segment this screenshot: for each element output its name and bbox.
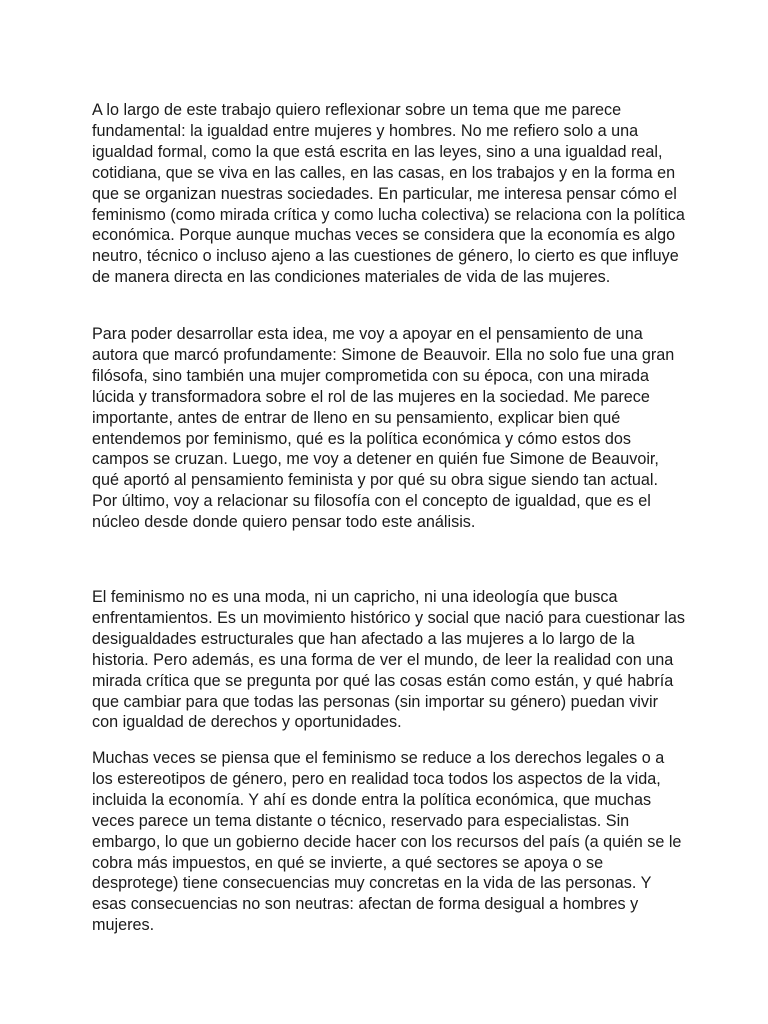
- paragraph-beauvoir-plan: Para poder desarrollar esta idea, me voy a apoyar en el pensamiento de una autora que marcó profundamente: Simone de Beauvoir. Ella no solo fue una gran filósofa, sino también una mujer comprometida con su época, con una mirada lúcida y transformadora sobre el rol de las mujeres en la sociedad. Me parece importante, antes de entrar de lleno en su pensamiento, explicar bien qué entendemos por feminismo, qué es la política económica y cómo estos dos campos se cruzan. Luego, me voy a detener en quién fue Simone de Beauvoir, qué aportó al pensamiento feminista y por qué su obra sigue siendo tan actual. Por último, voy a relacionar su filosofía con el concepto de igualdad, que es el núcleo desde donde quiero pensar todo este análisis.: [92, 325, 675, 532]
- paragraph-feminism-definition: El feminismo no es una moda, ni un capricho, ni una ideología que busca enfrentamientos. Es un movimiento histórico y social que nació para cuestionar las desigualdades estructurales que han afectado a las mujeres a lo largo de la historia. Pero además, es una forma de ver el mundo, de leer la realidad con una mirada crítica que se pregunta por qué las cosas están como están, y qué habría que cambiar para que todas las personas (sin importar su género) puedan vivir con igualdad de derechos y oportunidades.: [92, 588, 685, 732]
- paragraph-introduction: A lo largo de este trabajo quiero reflexionar sobre un tema que me parece fundamental: la igualdad entre mujeres y hombres. No me refiero solo a una igualdad formal, como la que está escrita en las leyes, sino a una igualdad real, cotidiana, que se viva en las calles, en las casas, en los trabajos y en la forma en que se organizan nuestras sociedades. En particular, me interesa pensar cómo el feminismo (como mirada crítica y como lucha colectiva) se relaciona con la política económica. Porque aunque muchas veces se considera que la economía es algo neutro, técnico o incluso ajeno a las cuestiones de género, lo cierto es que influye de manera directa en las condiciones materiales de vida de las mujeres.: [92, 101, 685, 287]
- paragraph-economic-policy: Muchas veces se piensa que el feminismo se reduce a los derechos legales o a los estereotipos de género, pero en realidad toca todos los aspectos de la vida, incluida la economía. Y ahí es donde entra la política económica, que muchas veces parece un tema distante o técnico, reservado para especialistas. Sin embargo, lo que un gobierno decide hacer con los recursos del país (a quién se le cobra más impuestos, en qué se invierte, a qué sectores se apoya o se desprotege) tiene consecuencias muy concretas en la vida de las personas. Y esas consecuencias no son neutras: afectan de forma desigual a hombres y mujeres.: [92, 749, 682, 935]
